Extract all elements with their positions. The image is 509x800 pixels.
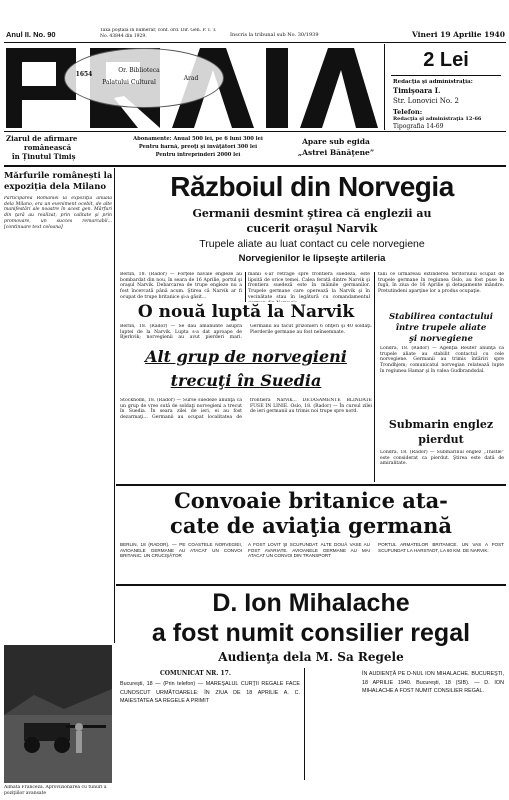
narvik-body: Berlin, 18. (Rador) — Se dau amănunte asupra luptei de la Narvik. Lupta s-a dat aproape de Bjerkvik; norvegienii au avut pierderi mari. Germanii au făcut prizonieri 6 ofiţeri şi 40 soldaţi. Pierderile germane au fost neînsemnate. (120, 324, 372, 341)
stamp-line-2: Palatului Cultural (102, 79, 156, 86)
mihalache-col-2: ÎN AUDIENŢĂ PE D-NUL ION MIHALACHE. BUCUREŞTI, 18 APRILIE 1940. Bucureşti, 18 (SIB). — D. ION MIHALACHE A FOST NUMIT CONSILIER REGAL. (362, 671, 504, 695)
submarine-headline-1: Submarin englez (388, 418, 494, 431)
subscription-3: Pentru întreprinderi 2000 lei (155, 152, 241, 158)
left-headline-1: Mărfurile românești la (4, 171, 113, 181)
left-headline-2: expoziția dela Milano (4, 182, 107, 192)
left-article-body: Participarea Romăniei la expoziţia anuală dela Milano, era un eveniment ocebit, de alte manifestări ale noastre în acest gen. Mărfuri din ţară au realizat, prin calitate şi prin promovare, un succes remarcabil... [continuare text coloana] (4, 196, 112, 230)
side-headline-1: Stabilirea contactului (389, 312, 493, 322)
submarine-headline-2: pierdut (418, 433, 464, 446)
price: 2 Lei (423, 49, 469, 71)
masthead-bottom-rule (4, 165, 506, 167)
subscription-2: Pentru fiarnă, preoţi şi învăţători 300 lei (138, 144, 258, 150)
photo-caption: Aimata Franceză. Aprovizionarea cu tunuri a poziţiilor avansate (4, 785, 107, 796)
mihalache-headline-2: a fost numit consilier regal (151, 619, 471, 647)
group-body: Stockholm, 18. (Rador) — Surse suedeze anunţă că un grup de vreo sută de soldaţi norvegieni a trecut în Suedia. În seara zilei de ieri, ei au fost dezarmaţi... Germanii au ocupat localitatea de frontieră Narvik... DETASAMENTE BLINDATE FUSE IN LINIE. Oslo, 18. (Rador) — În cursul zilei de ieri germanii au trimis noi trupe spre nord. (120, 398, 372, 421)
stamp-number: 1654 (75, 71, 93, 78)
main-subhead-1: Germanii desmint ştirea că englezii au (192, 207, 432, 220)
phone-print: Tipografia 14-69 (393, 123, 444, 130)
convoy-headline-1: Convoaie britanice ata- (174, 488, 448, 513)
stamp-line-1: Or. Biblioteca (118, 67, 160, 74)
main-col-divider-2 (374, 272, 375, 482)
side-headline-3: şi norvegiene (409, 334, 473, 344)
masthead-top-rule (4, 42, 506, 43)
main-subhead-3: Trupele aliate au luat contact cu cele norvegiene (199, 238, 425, 250)
editorial-label: Redacţia şi administraţia: (393, 79, 473, 85)
phone-label: Telefon: (393, 108, 423, 116)
main-subhead-2: cucerit oraşul Narvik (246, 222, 378, 235)
side-body: Londra, 18. (Rador) — Agenţia Reuter anunţă că trupele aliate au stabilit contactul cu cele norvegiene. Germanii au trimis întăriri spre Trondhjem; comunicatul norvegian relatează lupte în regiunea Hamar şi în valea Gudbrandsdal. (380, 346, 504, 374)
phone-redaction: Redacţia şi administraţia 12-66 (393, 116, 482, 122)
communique-number: COMUNICAT NR. 17. (160, 670, 231, 677)
tagline-3: în Ținutul Timiș (12, 153, 76, 161)
convoy-top-rule (116, 484, 506, 486)
price-rule (391, 75, 501, 76)
price-box (384, 44, 506, 130)
side-headline-2: între trupele aliate (395, 323, 487, 333)
mihalache-col-1: Bucureşti, 18 — (Prin telefon) — MAREŞALUL CURŢII REGALE FACE CUNOSCUT URMĂTOARELE: ÎN ZIUA DE 18 APRILIE A. C. MAIESTATEA SA REGELE A PRIMIT (120, 681, 300, 705)
issue-number: Anul II. No. 90 (6, 30, 56, 39)
mihalache-top-rule (116, 584, 506, 586)
narvik-headline: O nouă luptă la Narvik (137, 302, 355, 322)
published-under-2: „Astrei Bănăţene” (297, 148, 375, 157)
issue-date: Vineri 19 Aprilie 1940 (411, 30, 505, 39)
main-col-3: talii ce urmăreau extinderea teritoriului ocupat de trupele germane în regiunea Oslo, au fost puse în fugă, în ziua de 16 Aprilie şi detaşamente mândre. Pretutindeni aparţine lor a produs ocupaţie. (378, 272, 504, 295)
mihalache-subhead: Audienţa dela M. Sa Regele (218, 650, 404, 664)
war-photo (4, 645, 112, 783)
postal-note: Taxa poştală în numerar, conf. ord. Dir. Gen. P. T. T. No. 43844 din 1929. (100, 28, 217, 39)
masthead-mid-rule (4, 131, 506, 132)
tagline-2: românească (24, 144, 72, 152)
published-under-1: Apare sub egida (302, 137, 370, 146)
main-col-2: manii s-ar retrage spre frontiera suedeză, este lipsită de orice temei. Calea ferată dintre Narvik şi frontiera suedeză este în mâinile germanilor. Trupele germane care operează la Narvik şi în vecinătate stau în legătură cu comandamentul (248, 272, 370, 300)
stamp-city: Arad (183, 75, 199, 82)
group-headline-box (120, 346, 372, 396)
main-subhead-4: Norvegienilor le lipseşte artileria (238, 253, 386, 264)
mihalache-col-divider (304, 668, 305, 780)
city: Timişoara I. (393, 87, 441, 95)
main-headline: Războiul din Norvegia (170, 171, 454, 202)
subscription-1: Abonamente: Anual 500 lei, pe 6 luni 300 lei (133, 136, 263, 142)
mihalache-headline-1: D. Ion Mihalache (212, 589, 410, 617)
convoy-col-3: PORTUL ARMATELOR BRITANICE. UN VAS A FOST SCUFUNDAT LA HARSTADT, LA 60 KM. DE NARVIK. (378, 542, 504, 553)
library-stamp (64, 48, 224, 108)
registration-note: Inscris la tribunal sub No. 30/1939 (230, 32, 319, 38)
left-column-divider (114, 168, 115, 643)
main-col-1: Berlin, 18. (Rador) — Forţele navale engleze au bombardat din nou, în seara de 16 Aprilie, portul şi oraşul Narvik. Debarcarea de trupe engleze nu a fost încercată până acum. Ştirea că Narvik ar fi ocupat de trupe britanice şi-a găsit... (120, 272, 242, 300)
group-headline-2: trecuţi în Suedia (170, 371, 322, 390)
photo-art (4, 645, 112, 783)
convoy-headline-2: cate de aviaţia germană (170, 513, 452, 538)
address: Str. Lonovici No. 2 (393, 97, 459, 105)
convoy-col-1: BERLIN, 18 (RADOR). — PE COASTELE NORVEGIEI, AVIOANELE GERMANE AU ATACAT UN CONVOI BRITANIC. UN CRUCIŞĂTOR (120, 542, 242, 559)
masthead-title (4, 44, 379, 130)
convoy-col-2: A FOST LOVIT ŞI SCUFUNDAT. ALTE DOUĂ VASE AU FOST AVARIATE. AVIOANELE GERMANE AU MAI ATACAT UN CONVOI DIN TRANSPORT (248, 542, 370, 559)
group-headline-1: Alt grup de norvegieni (145, 347, 347, 366)
submarine-body: Londra, 18. (Rador) — Submarinul englez „Thistle” este considerat ca pierdut. Ştirea este dată de amiralitate. (380, 450, 504, 467)
tagline-1: Ziarul de afirmare (6, 135, 78, 143)
main-col-divider-1 (245, 272, 246, 302)
